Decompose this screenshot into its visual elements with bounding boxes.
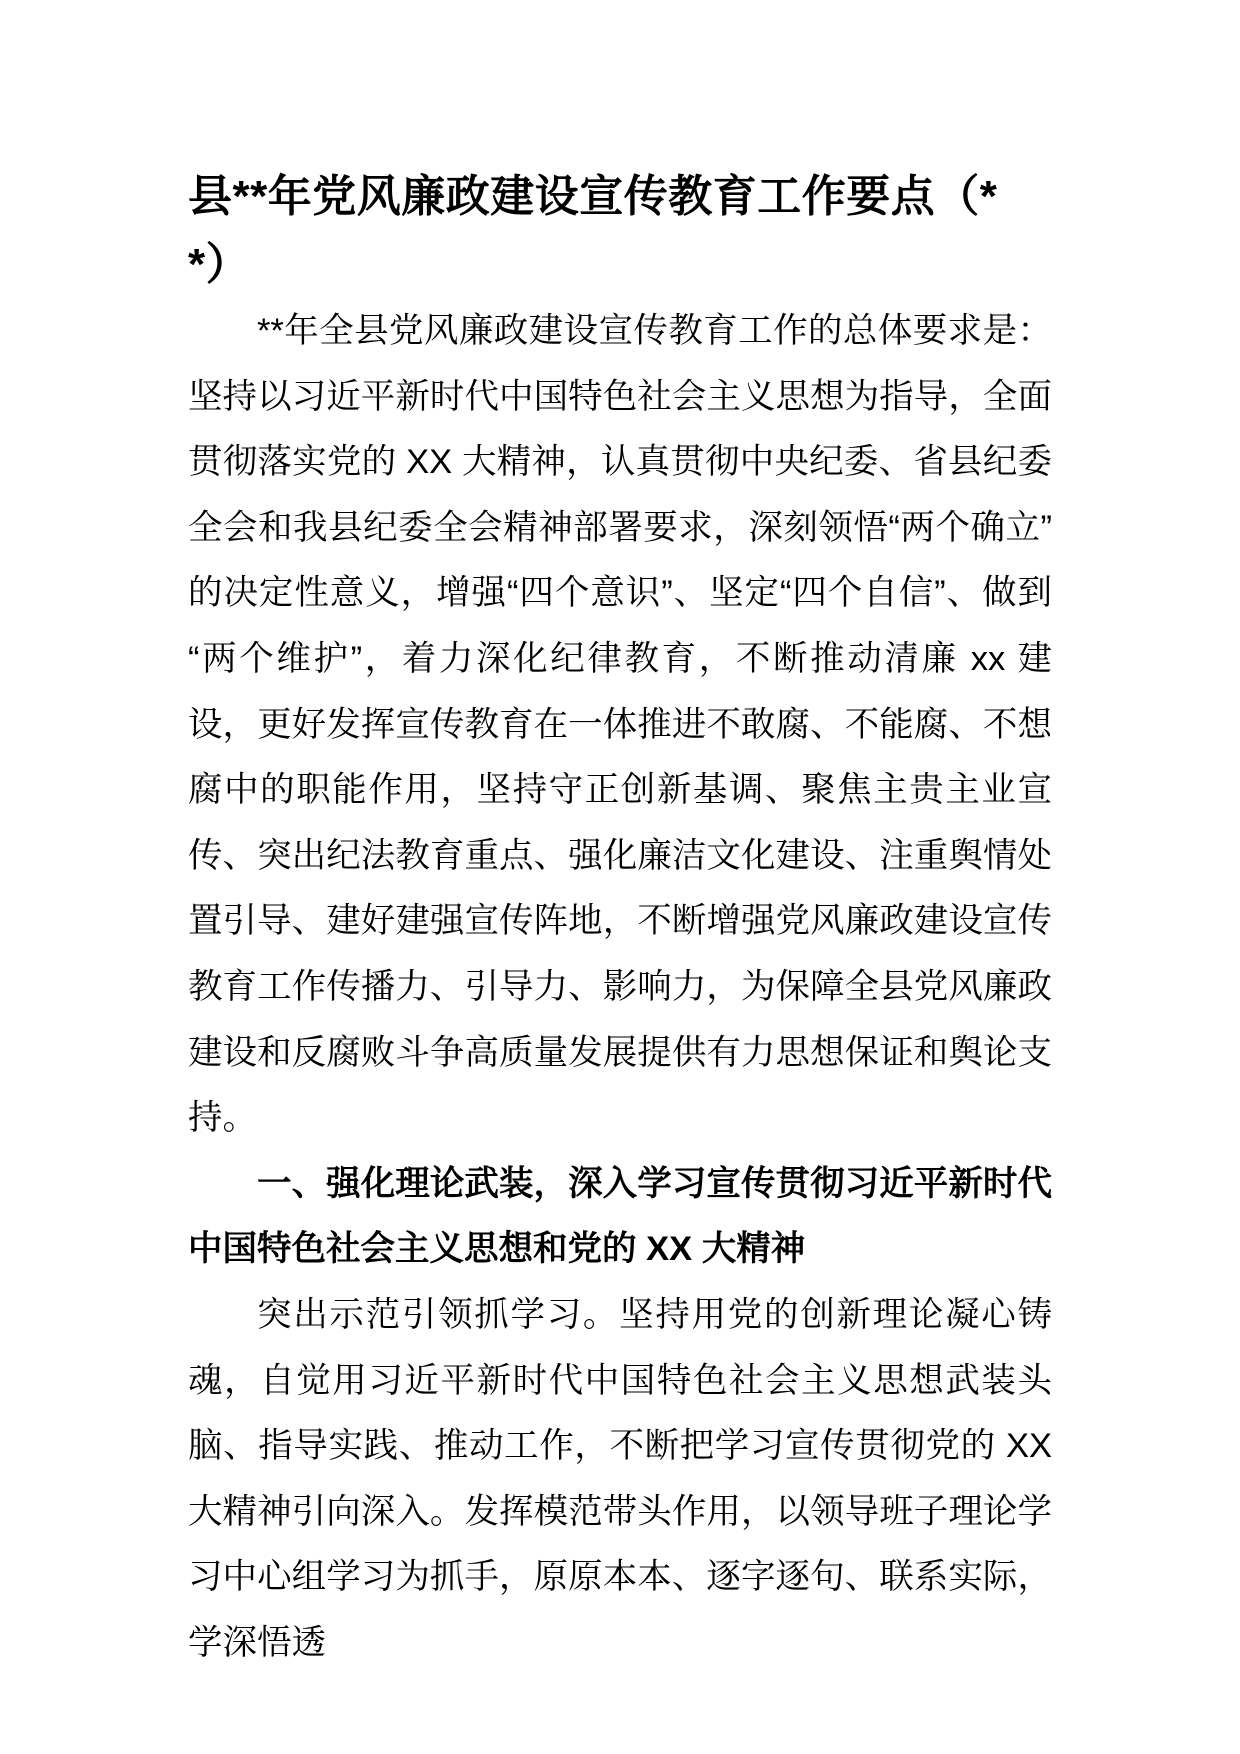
document-body — [188, 299, 1052, 1676]
document-title-line-1: 县**年党风廉政建设宣传教育工作要点（* — [188, 172, 998, 221]
document-title — [188, 163, 1052, 299]
section-1-paragraph: 突出示范引领抓学习。坚持用党的创新理论凝心铸魂，自觉用习近平新时代中国特色社会主义思想武装头脑、指导实践、推动工作，不断把学习宣传贯彻党的 XX 大精神引向深入。发挥模范带头作用，以领导班子理论学习中心组学习为抓手，原原本本、逐字逐句、联系实际，学深悟透 — [188, 1295, 1052, 1662]
overview-paragraph: **年全县党风廉政建设宣传教育工作的总体要求是：坚持以习近平新时代中国特色社会主义思想为指导，全面贯彻落实党的 XX 大精神，认真贯彻中央纪委、省县纪委全会和我县纪委全会精神部署要求，深刻领悟“两个确立”的决定性意义，增强“四个意识”、坚定“四个自信”、做到“两个维护”，着力深化纪律教育，不断推动清廉 xx 建设，更好发挥宣传教育在一体推进不敢腐、不能腐、不想腐中的职能作用，坚持守正创新基调、聚焦主贵主业宣传、突出纪法教育重点、强化廉洁文化建设、注重舆情处置引导、建好建强宣传阵地，不断增强党风廉政建设宣传教育工作传播力、引导力、影响力，为保障全县党风廉政建设和反腐败斗争高质量发展提供有力思想保证和舆论支持。 — [188, 312, 1052, 1138]
section-1-heading: 一、强化理论武装，深入学习宣传贯彻习近平新时代中国特色社会主义思想和党的 XX 大精神 — [188, 1164, 1052, 1269]
document-title-line-2: *） — [188, 240, 251, 289]
